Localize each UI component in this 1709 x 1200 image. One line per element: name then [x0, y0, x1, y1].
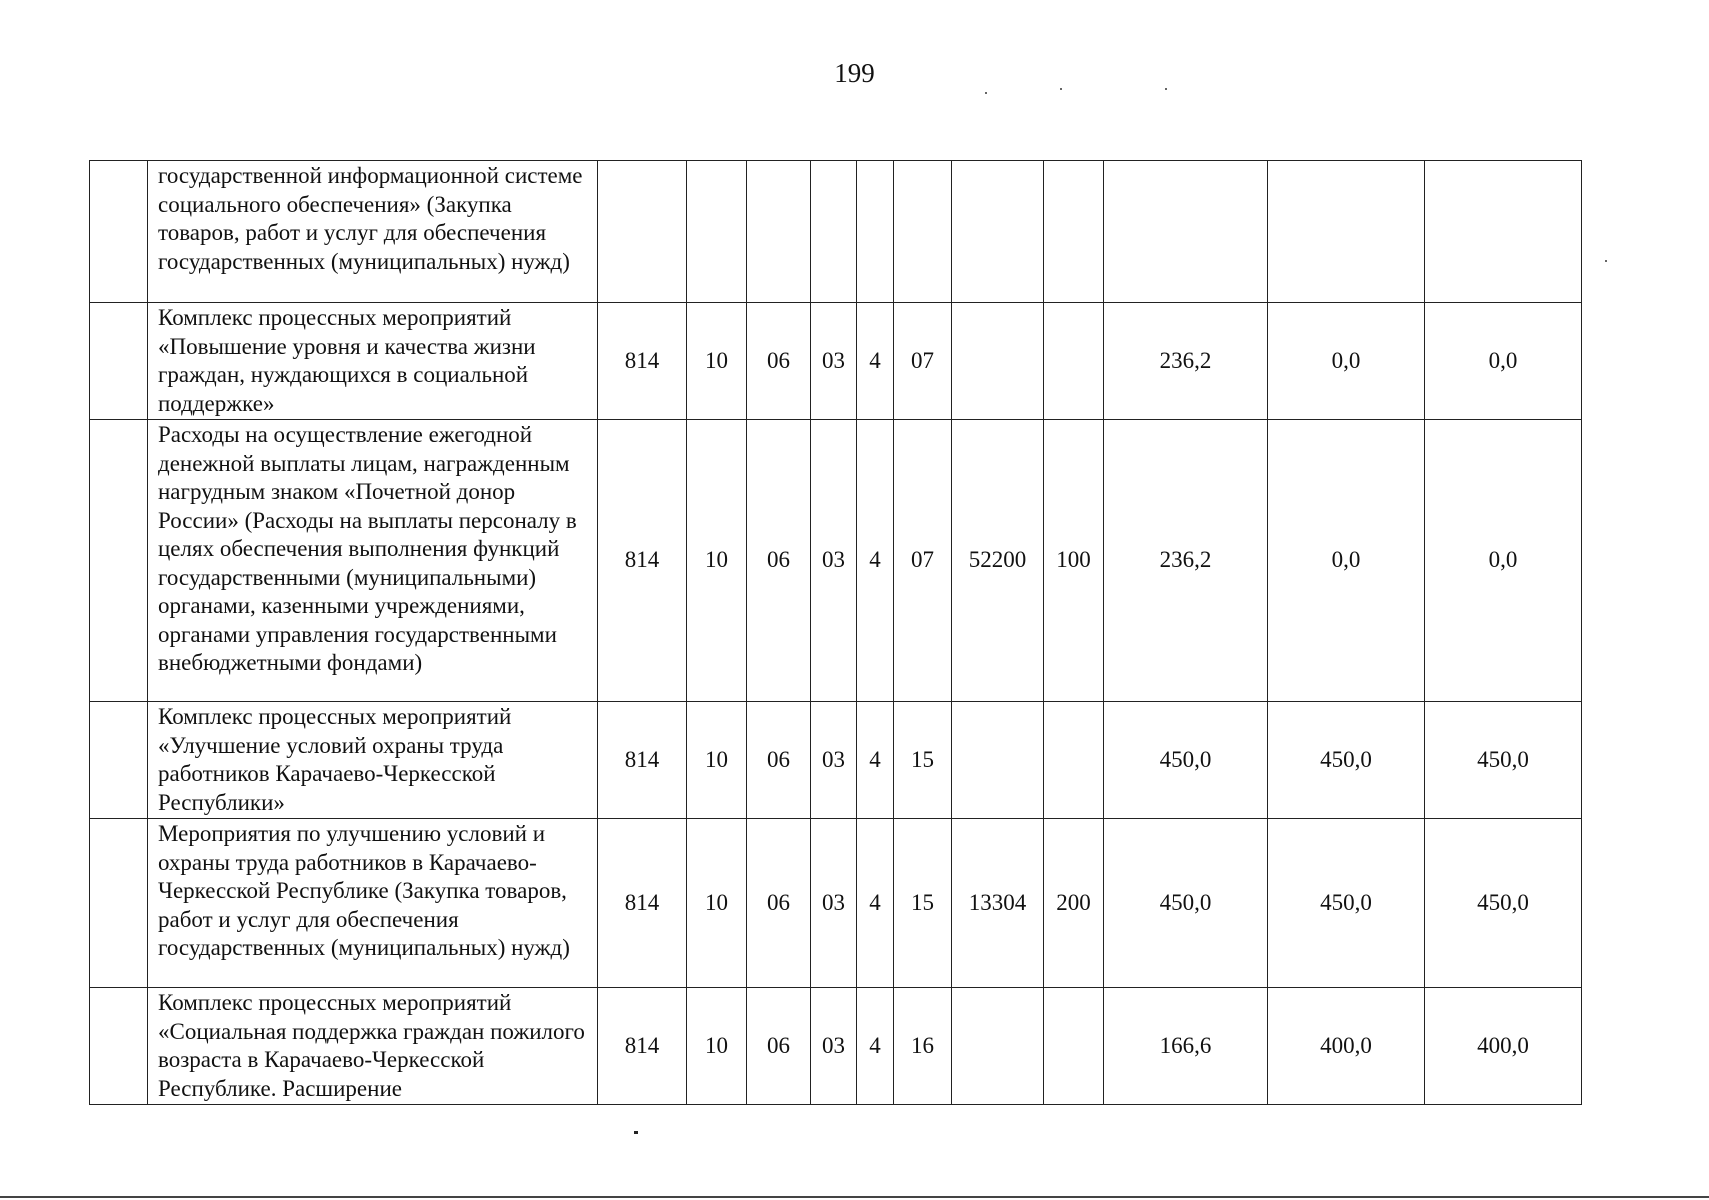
item-description: Комплекс процессных мероприятий «Повышение уровня и качества жизни граждан, нуждающихся в социальной поддержке»	[148, 303, 598, 420]
amount-year-2: 450,0	[1268, 702, 1425, 819]
row-number-cell	[90, 303, 148, 420]
program-code: 03	[811, 420, 857, 702]
subsection-code: 06	[747, 819, 811, 988]
page-number: 199	[834, 58, 875, 88]
direction-code	[952, 702, 1044, 819]
table-row	[90, 161, 1582, 303]
subsection-code: 06	[747, 303, 811, 420]
expense-type-code	[1044, 161, 1104, 303]
program-code: 03	[811, 988, 857, 1105]
program-code	[811, 161, 857, 303]
direction-code	[952, 161, 1044, 303]
type-code	[857, 161, 894, 303]
amount-year-1	[1104, 161, 1268, 303]
amount-year-2: 0,0	[1268, 420, 1425, 702]
ministry-code: 814	[598, 988, 687, 1105]
amount-year-1: 450,0	[1104, 702, 1268, 819]
row-number-cell	[90, 988, 148, 1105]
amount-year-1: 166,6	[1104, 988, 1268, 1105]
item-description: Комплекс процессных мероприятий «Улучшение условий охраны труда работников Карачаево-Черкесской Республики»	[148, 702, 598, 819]
amount-year-1: 236,2	[1104, 303, 1268, 420]
table-row	[90, 420, 1582, 702]
section-code: 10	[687, 988, 747, 1105]
ministry-code: 814	[598, 702, 687, 819]
section-code: 10	[687, 303, 747, 420]
program-code: 03	[811, 303, 857, 420]
expense-type-code	[1044, 702, 1104, 819]
ministry-code: 814	[598, 819, 687, 988]
complex-code: 16	[894, 988, 952, 1105]
complex-code: 07	[894, 420, 952, 702]
program-code: 03	[811, 702, 857, 819]
table-row	[90, 303, 1582, 420]
complex-code	[894, 161, 952, 303]
table-row	[90, 702, 1582, 819]
item-description: государственной информационной системе социального обеспечения» (Закупка товаров, работ и услуг для обеспечения государственных (муниципальных) нужд)	[148, 161, 598, 303]
ministry-code	[598, 161, 687, 303]
expense-type-code: 200	[1044, 819, 1104, 988]
scan-speck	[985, 92, 987, 94]
amount-year-2: 0,0	[1268, 303, 1425, 420]
scan-speck	[1165, 88, 1167, 90]
amount-year-2: 450,0	[1268, 819, 1425, 988]
amount-year-2	[1268, 161, 1425, 303]
subsection-code: 06	[747, 420, 811, 702]
expense-type-code: 100	[1044, 420, 1104, 702]
complex-code: 15	[894, 702, 952, 819]
amount-year-2: 400,0	[1268, 988, 1425, 1105]
table-row	[90, 988, 1582, 1105]
subsection-code: 06	[747, 702, 811, 819]
budget-table	[89, 160, 1582, 1105]
type-code: 4	[857, 988, 894, 1105]
subsection-code	[747, 161, 811, 303]
program-code: 03	[811, 819, 857, 988]
direction-code	[952, 988, 1044, 1105]
amount-year-3: 450,0	[1425, 702, 1582, 819]
scan-speck	[1060, 88, 1062, 90]
amount-year-1: 236,2	[1104, 420, 1268, 702]
complex-code: 07	[894, 303, 952, 420]
section-code: 10	[687, 819, 747, 988]
bottom-rule	[0, 1196, 1709, 1198]
amount-year-3: 450,0	[1425, 819, 1582, 988]
direction-code	[952, 303, 1044, 420]
type-code: 4	[857, 420, 894, 702]
row-number-cell	[90, 420, 148, 702]
type-code: 4	[857, 819, 894, 988]
section-code: 10	[687, 420, 747, 702]
type-code: 4	[857, 303, 894, 420]
ministry-code: 814	[598, 420, 687, 702]
scan-speck	[1605, 260, 1607, 262]
amount-year-3: 0,0	[1425, 303, 1582, 420]
section-code	[687, 161, 747, 303]
type-code: 4	[857, 702, 894, 819]
ministry-code: 814	[598, 303, 687, 420]
table-row	[90, 819, 1582, 988]
direction-code: 52200	[952, 420, 1044, 702]
item-description: Комплекс процессных мероприятий «Социальная поддержка граждан пожилого возраста в Карачаево-Черкесской Республике. Расширение	[148, 988, 598, 1105]
direction-code: 13304	[952, 819, 1044, 988]
amount-year-3	[1425, 161, 1582, 303]
bottom-mark	[634, 1131, 638, 1134]
amount-year-3: 400,0	[1425, 988, 1582, 1105]
section-code: 10	[687, 702, 747, 819]
item-description: Мероприятия по улучшению условий и охраны труда работников в Карачаево-Черкесской Республике (Закупка товаров, работ и услуг для обеспечения государственных (муниципальных) нужд)	[148, 819, 598, 988]
expense-type-code	[1044, 303, 1104, 420]
expense-type-code	[1044, 988, 1104, 1105]
row-number-cell	[90, 819, 148, 988]
amount-year-1: 450,0	[1104, 819, 1268, 988]
row-number-cell	[90, 702, 148, 819]
complex-code: 15	[894, 819, 952, 988]
row-number-cell	[90, 161, 148, 303]
item-description: Расходы на осуществление ежегодной денежной выплаты лицам, награжденным нагрудным знаком «Почетной донор России» (Расходы на выплаты персоналу в целях обеспечения выполнения функций государственными (муниципальными) органами, казенными учреждениями, органами управления государственными внебюджетными фондами)	[148, 420, 598, 702]
subsection-code: 06	[747, 988, 811, 1105]
amount-year-3: 0,0	[1425, 420, 1582, 702]
